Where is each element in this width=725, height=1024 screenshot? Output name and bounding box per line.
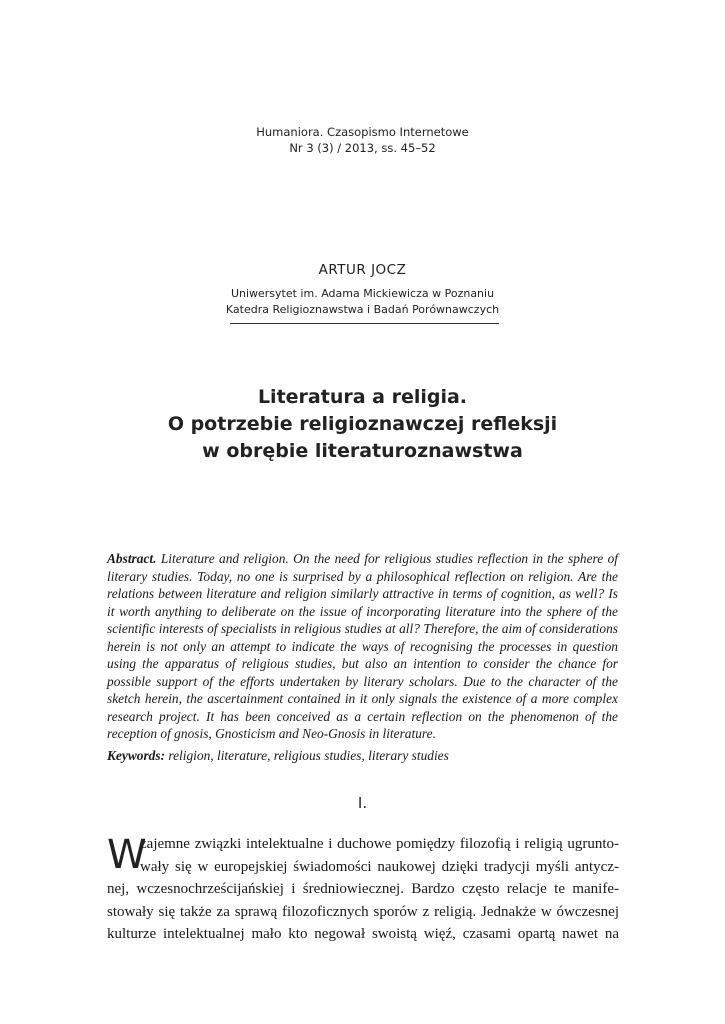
affiliation-university: Uniwersytet im. Adama Mickiewicza w Poznaniu [230,287,495,300]
title-line-3: w obrębie literaturoznawstwa [202,440,523,462]
journal-name: Humaniora. Czasopismo Internetowe [256,125,469,139]
body-line-3: nej, wczesnochrześcijańskiej i średniowiecznej. Bardzo często relacje te manife- [107,881,619,897]
body-line-1: zajemne związki intelektualne i duchowe pomiędzy filozofią i religią ugrunto- [140,836,619,852]
author-name: ARTUR JOCZ [318,262,407,278]
section-heading: I. [357,794,368,812]
affiliation-department: Katedra Religioznawstwa i Badań Porównawczych [225,303,500,316]
body-line-4: stowały się także za sprawą filozoficznych sporów z religią. Jednakże w ówczesnej [107,903,619,920]
abstract-label: Abstract. [107,551,157,566]
abstract-text: Literature and religion. On the need for religious studies reflection in the sphere of literary studies. Today, no one is surprised by a philosophical reflection on religion. Are the relations between literature and religion similarly attractive in terms of cognition, as well? Is it worth anything to deliberate on the issue of incorporating literature into the sphere of the scientific interests of specialists in religious studies at all? Therefore, the aim of considerations herein is not only an attempt to indicate the ways of recognising the processes in question using the apparatus of religious studies, but also an intention to consider the chance for possible support of the efforts undertaken by literary scholars. Due to the character of the sketch herein, the ascertainment contained in it only signals the existence of a more complex research project. It has been conceived as a certain reflection on the phenomenon of the reception of gnosis, Gnosticism and Neo-Gnosis in literature. [107,551,618,741]
keywords-text: religion, literature, religious studies, literary studies [168,748,449,763]
journal-issue: Nr 3 (3) / 2013, ss. 45–52 [289,141,436,155]
title-line-2: O potrzebie religioznawczej refleksji [167,413,558,435]
keywords-label: Keywords: [107,748,166,763]
author-affiliation [0,286,725,318]
article-title [0,384,725,465]
keywords [107,747,618,765]
body-line-5: kulturze intelektualnej mało kto negował swoistą więź, czasami opartą nawet na [107,926,619,942]
drop-cap: W [107,832,147,878]
affiliation-divider [230,323,499,324]
title-line-1: Literatura a religia. [257,386,468,408]
body-line-2: wały się w europejskiej świadomości naukowej dzięki tradycji myśli antycz- [140,858,619,875]
abstract [107,550,618,743]
body-paragraph [107,833,619,946]
